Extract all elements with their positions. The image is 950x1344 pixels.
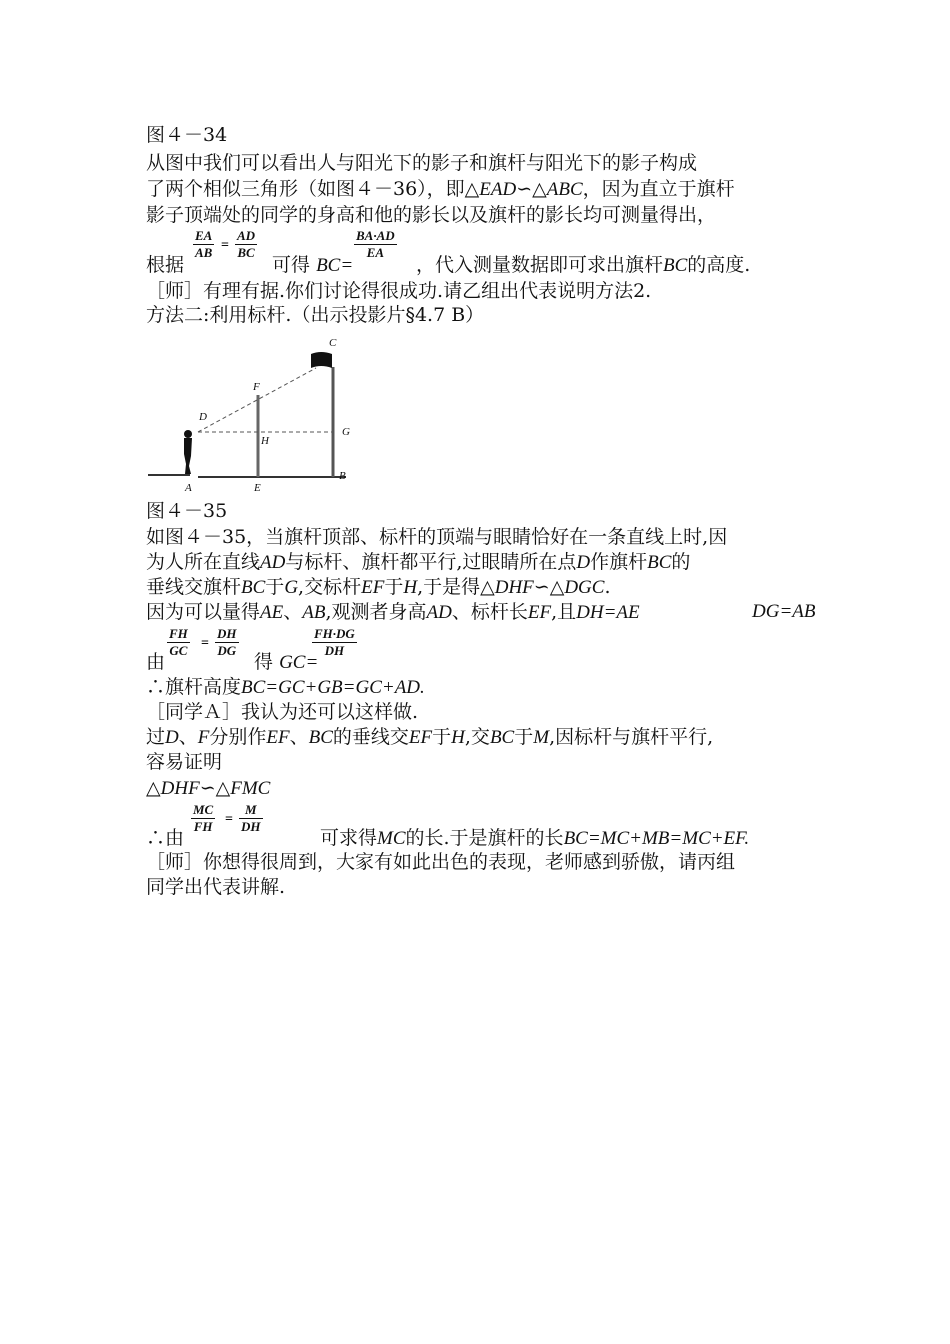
fraction-ea-ab: $\frac{EA}{AB}$: [195, 228, 213, 260]
paragraph-line: 从图中我们可以看出人与阳光下的影子和旗杆与阳光下的影子构成: [146, 152, 698, 174]
paragraph-line: 了两个相似三角形（如图４－36），即△EAD∽△ABC，因为直立于旗杆: [146, 178, 735, 200]
label-h: H: [261, 435, 269, 447]
fraction-m-dh: $\frac{M}{DH}$: [241, 802, 261, 834]
paragraph-line: △DHF∽△FMC: [146, 777, 271, 799]
paragraph-line: ，代入测量数据即可求出旗杆BC的高度.: [416, 254, 751, 276]
label-a: A: [185, 482, 192, 494]
teacher-remark: 同学出代表讲解.: [146, 876, 286, 898]
fraction-mc-fh: $\frac{MC}{FH}$: [193, 802, 214, 834]
paragraph-line: 可得 BC=: [272, 254, 354, 276]
paragraph-line: 过D、F分别作EF、BC的垂线交EF于H,交BC于M,因标杆与旗杆平行,: [146, 726, 714, 748]
figure-caption-4-34: 图４－34: [146, 124, 228, 146]
figure-caption-4-35: 图４－35: [146, 500, 228, 522]
label-g: G: [342, 426, 350, 438]
paragraph-line: 如图４－35，当旗杆顶部、标杆的顶端与眼睛恰好在一条直线上时,因: [146, 526, 728, 548]
paragraph-line: 由: [146, 651, 166, 673]
figure-4-35: [146, 332, 368, 494]
paragraph-line: ∴由: [146, 827, 185, 849]
student-remark: ［同学Ａ］我认为还可以这样做.: [146, 701, 419, 723]
paragraph-line: 根据: [146, 254, 185, 276]
label-e: E: [254, 482, 261, 494]
label-b: B: [339, 470, 346, 482]
label-f: F: [253, 381, 260, 393]
fraction-fh-dg-dh: $\frac{FH\cdot DG}{DH}$: [314, 626, 355, 658]
paragraph-line: 得 GC=: [254, 651, 319, 673]
fraction-ba-ad-ea: $\frac{BA\cdot AD}{EA}$: [356, 228, 395, 260]
equals-sign: =: [221, 238, 229, 253]
paragraph-line: 为人所在直线AD与标杆、旗杆都平行,过眼睛所在点D作旗杆BC的: [146, 551, 691, 573]
paragraph-line: 因为可以量得AE、AB,观测者身高AD、标杆长EF,且DH=AE: [146, 601, 640, 623]
paragraph-line: ∴旗杆高度BC=GC+GB=GC+AD.: [146, 676, 425, 698]
fraction-fh-gc: $\frac{FH}{GC}$: [169, 626, 188, 658]
paragraph-line: 容易证明: [146, 751, 223, 773]
equals-sign: =: [225, 812, 233, 827]
equals-sign: =: [201, 636, 209, 651]
paragraph-line: DG=AB: [752, 601, 816, 622]
fraction-ad-bc: $\frac{AD}{BC}$: [237, 228, 256, 260]
geometry-diagram: [146, 332, 368, 494]
method-title: 方法二:利用标杆.（出示投影片§4.7 B）: [146, 304, 485, 326]
paragraph-line: 可求得MC的长.于是旗杆的长BC=MC+MB=MC+EF.: [320, 827, 750, 849]
fraction-dh-dg: $\frac{DH}{DG}$: [217, 626, 237, 658]
label-c: C: [329, 337, 337, 349]
paragraph-line: 影子顶端处的同学的身高和他的影长以及旗杆的影长均可测量得出，: [146, 204, 717, 226]
label-d: D: [199, 411, 207, 423]
teacher-remark: ［师］你想得很周到，大家有如此出色的表现，老师感到骄傲，请丙组: [146, 851, 736, 873]
teacher-remark: ［师］有理有据.你们讨论得很成功.请乙组出代表说明方法2.: [146, 280, 652, 302]
paragraph-line: 垂线交旗杆BC于G,交标杆EF于H,于是得△DHF∽△DGC.: [146, 576, 611, 598]
